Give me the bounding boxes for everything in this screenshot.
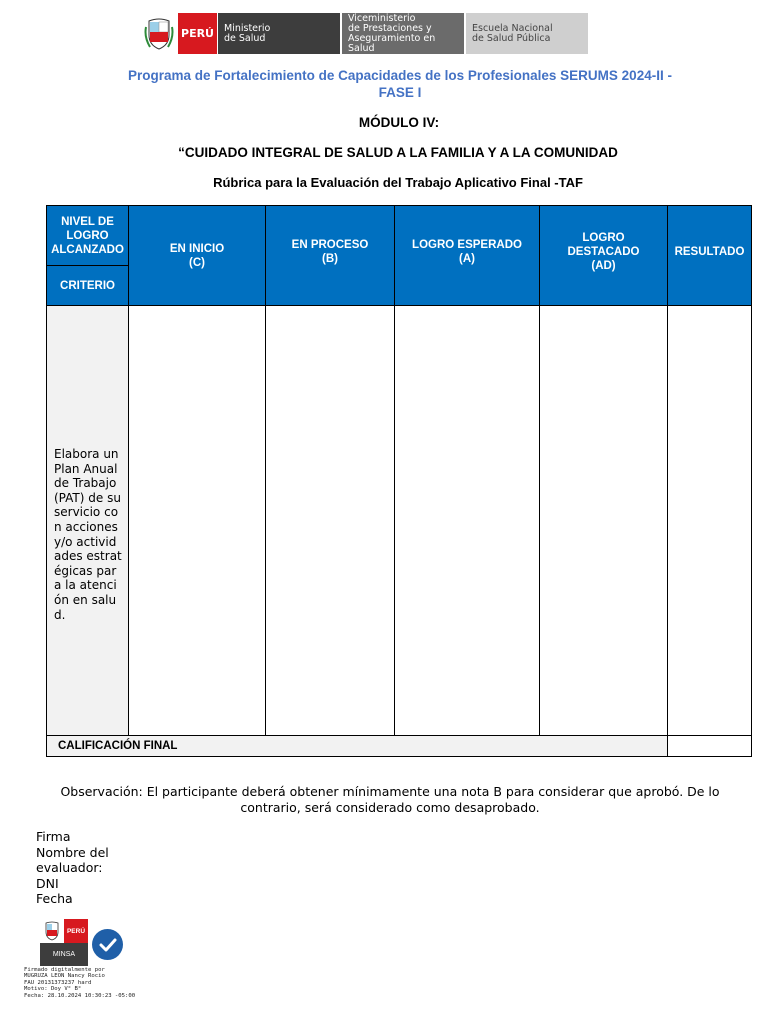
digital-line: MUGRUZA LEON Nancy Rocio	[24, 973, 105, 980]
escuela-line-2: de Salud Pública	[472, 32, 551, 44]
escuela-label	[464, 13, 588, 54]
program-title-line-1: Programa de Fortalecimiento de Capacidades de los Profesionales SERUMS 2024-II -	[128, 68, 672, 83]
criterion-text: Elabora un Plan Anual de Trabajo (PAT) de su servicio con acciones y/o actividades estratégicas para la atención en salud.	[54, 447, 122, 622]
stamp-minsa-label: MINSA	[40, 943, 88, 966]
criterion-cell	[47, 306, 129, 736]
peru-coat-of-arms-icon	[140, 13, 178, 54]
rubric-title: Rúbrica para la Evaluación del Trabajo Aplicativo Final -TAF	[213, 175, 583, 190]
table-row	[47, 306, 752, 736]
final-grade-cell[interactable]	[668, 736, 752, 757]
vice-line-1: Viceministerio	[348, 12, 416, 24]
result-header: RESULTADO	[668, 206, 752, 306]
peru-label: PERÚ	[178, 13, 217, 54]
stamp-coat-of-arms-icon	[40, 919, 64, 943]
digital-line: Fecha: 28.10.2024 10:30:23 -05:00	[24, 992, 136, 999]
observation-text: Observación: El participante deberá obtener mínimamente una nota B para considerar que aprobó. De lo contrario, será considerado como desaprobado.	[60, 784, 720, 815]
viceministerio-label	[340, 13, 464, 54]
digital-line: FAU 20131373237 hard	[24, 979, 92, 986]
program-title-line-2: FASE I	[378, 85, 422, 100]
level-header-logro-destacado	[540, 206, 668, 306]
module-name: “CUIDADO INTEGRAL DE SALUD A LA FAMILIA Y A LA COMUNIDAD	[178, 145, 618, 160]
module-number: MÓDULO IV:	[358, 115, 440, 130]
rubric-table	[46, 205, 752, 757]
level-code: (B)	[322, 252, 338, 265]
digital-signature-details	[24, 967, 184, 999]
signature-block	[36, 829, 136, 907]
final-grade-label: CALIFICACIÓN FINAL	[47, 736, 668, 757]
evaluator-name-label: Nombre del evaluador:	[36, 844, 109, 876]
logro-destacado-cell[interactable]	[540, 306, 668, 736]
dni-label: DNI	[36, 875, 59, 891]
fecha-label: Fecha	[36, 891, 73, 907]
nivel-logro-header: NIVEL DE LOGRO ALCANZADO	[47, 206, 128, 266]
ministerio-line-2: de Salud	[224, 32, 266, 44]
level-code: (C)	[189, 256, 205, 269]
digital-signature-check-icon	[92, 929, 123, 960]
logro-esperado-cell[interactable]	[395, 306, 540, 736]
level-header-en-proceso	[266, 206, 395, 306]
level-title: EN INICIO	[169, 242, 225, 255]
level-header-en-inicio	[129, 206, 266, 306]
result-cell[interactable]	[668, 306, 752, 736]
level-code: (A)	[459, 252, 475, 265]
program-title	[100, 67, 700, 101]
vice-line-2: de Prestaciones y	[348, 22, 432, 34]
institution-logo-bar	[140, 13, 588, 54]
level-header-logro-esperado	[395, 206, 540, 306]
digital-line: Motivo: Doy V° B°	[24, 986, 82, 993]
level-title: LOGRO DESTACADO	[567, 231, 640, 258]
firma-label: Firma	[36, 829, 71, 844]
final-grade-row	[47, 736, 752, 757]
corner-header-cell	[47, 206, 129, 306]
escuela-line-1: Escuela Nacional	[472, 22, 553, 34]
level-title: EN PROCESO	[291, 238, 369, 251]
minsa-stamp	[40, 919, 88, 966]
en-inicio-cell[interactable]	[129, 306, 266, 736]
digital-line: Firmado digitalmente por	[24, 967, 105, 973]
table-header-row	[47, 206, 752, 306]
criterio-header: CRITERIO	[60, 279, 115, 292]
en-proceso-cell[interactable]	[266, 306, 395, 736]
vice-line-3: Aseguramiento en Salud	[348, 32, 436, 54]
level-code: (AD)	[591, 259, 616, 272]
stamp-peru-label: PERÚ	[64, 919, 88, 943]
level-title: LOGRO ESPERADO	[412, 238, 522, 251]
ministerio-label	[217, 13, 340, 54]
ministerio-line-1: Ministerio	[224, 22, 271, 34]
